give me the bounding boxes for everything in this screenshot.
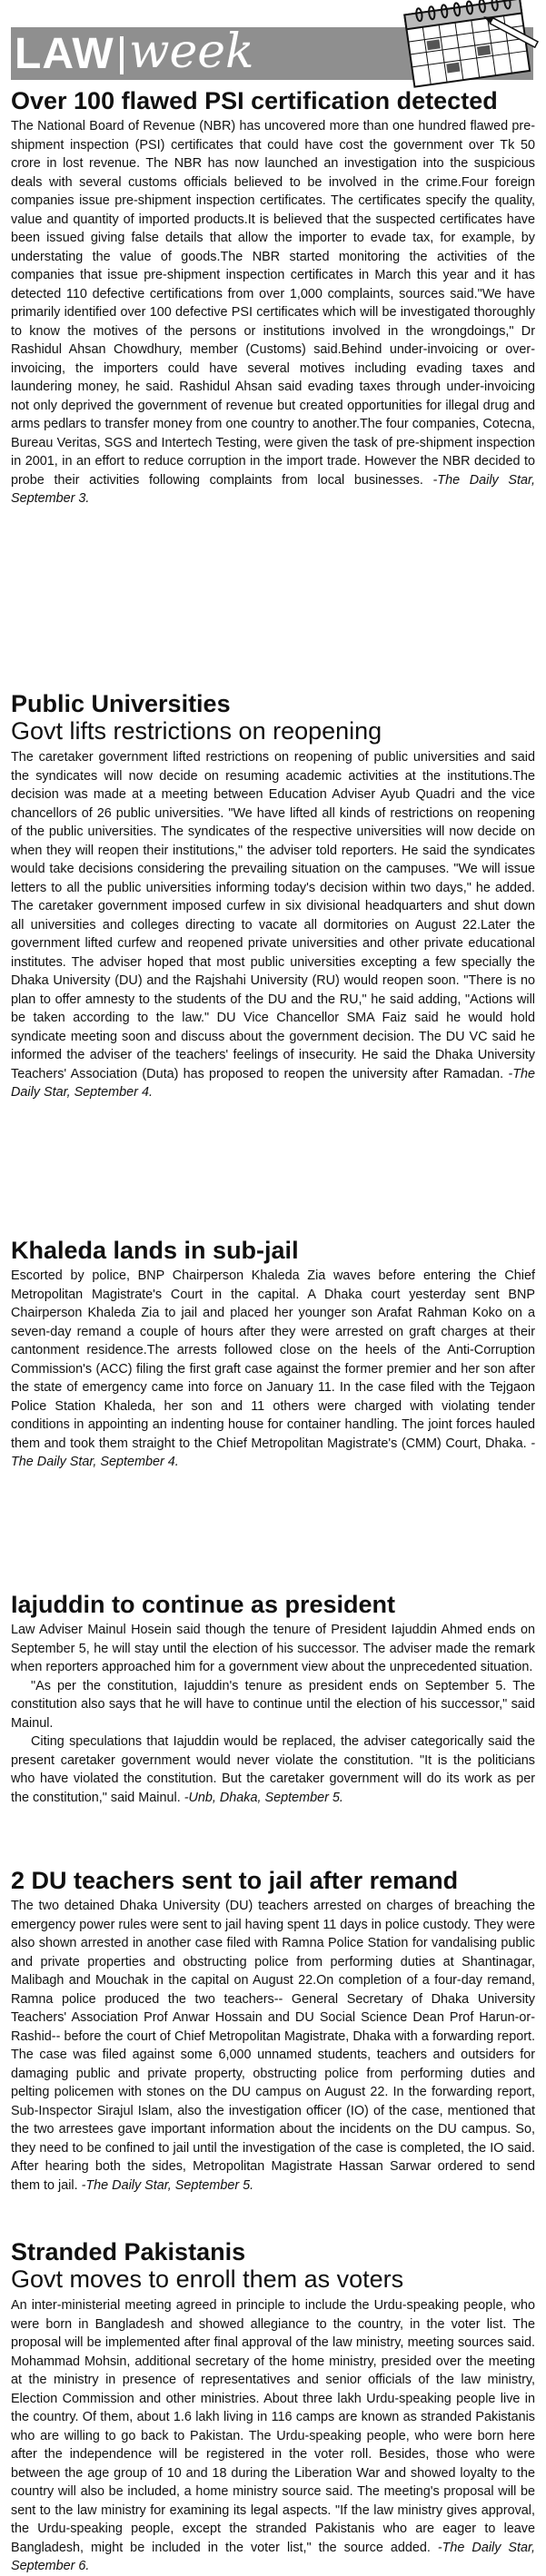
article-headline: Iajuddin to continue as president — [11, 1591, 396, 1618]
masthead-divider — [120, 36, 124, 74]
article-paragraph: Escorted by police, BNP Chairperson Khaleda Zia waves before entering the Chief Metropolitan Magistrate's Court in the capital. A Dhaka court yesterday sent BNP Chairperson Khaleda Zia to jail and placed her younger son Arafat Rahman Koko on a seven-day remand a couple of hours after they were arrested on graft charges at their cantonment residence.The arrests followed close on the heels of the Anti-Corruption Commission's (ACC) filing the first graft case against the former premier and her son after the state of emergency came into force on January 11. In the case filed with the Tejgaon Police Station Khaleda, her son and 11 others were charged with violating tender conditions in appointing an indenting house for container handling. The joint forces hauled them and took them straight to the Chief Metropolitan Magistrate's (CMM) Court, Dhaka. — [11, 1268, 535, 1451]
article-kicker: Stranded Pakistanis — [11, 2238, 246, 2265]
article-body — [11, 1267, 535, 1472]
article-psi-certification — [11, 87, 535, 508]
article-subhead: Govt moves to enroll them as voters — [11, 2265, 404, 2293]
section-suffix: week — [129, 25, 254, 79]
article-paragraph: Citing speculations that Iajuddin would be replaced, the adviser categorically said the present caretaker government would never violate the constitution. "It is the politicians who have violated the constitution. But the caretaker government will do its work as per the constitution," said Mainul. — [11, 1734, 535, 1805]
article-source: -The Daily Star, September 4. — [11, 1066, 535, 1100]
article-body — [11, 117, 535, 508]
article-source: -The Daily Star, September 4. — [11, 1436, 535, 1469]
article-headline: 2 DU teachers sent to jail after remand — [11, 1867, 459, 1894]
article-body — [11, 748, 535, 1102]
article-kicker: Public Universities — [11, 690, 231, 717]
article-body — [11, 1621, 535, 1807]
article-paragraph: The two detained Dhaka University (DU) teachers arrested on charges of breaching the emergency power rules were sent to jail having spent 11 days in police custody. They were also shown arrested in another case filed with Ramna Police Station for vandalising public and private properties and obstructing police from performing duties at Shantinagar, Malibagh and Mouchak in the capital on August 22.On completion of a four-day remand, Ramna police produced the two teachers-- General Secretary of Dhaka University Teachers' Association Prof Anwar Hossain and DU Social Science Dean Prof Harun-or-Rashid-- before the court of Chief Metropolitan Magistrate, Dhaka with a forwarding report. The case was filed against some 6,000 unnamed students, teachers and outsiders for damaging public and private property, obstructing police from performing duties and pelting policemen with stones on the DU campus on August 22. In the forwarding report, Sub-Inspector Sirajul Islam, also the investigation officer (IO) of the case, mentioned that the two arrestees gave important information about the incidents on the DU campus. So, they need to be confined to jail until the investigation of the case is completed, the IO said. After hearing both the sides, Metropolitan Magistrate Hassan Sarwar ordered to send them to jail. — [11, 1899, 535, 2193]
article-headline: Khaleda lands in sub-jail — [11, 1237, 299, 1264]
article-body — [11, 2296, 535, 2576]
article-subhead: Govt lifts restrictions on reopening — [11, 717, 382, 745]
article-body — [11, 1897, 535, 2195]
article-du-teachers-jail — [11, 1867, 535, 2195]
article-source: -The Daily Star, September 6. — [11, 2540, 535, 2573]
article-khaleda-sub-jail — [11, 1237, 535, 1472]
article-source: -The Daily Star, September 3. — [11, 472, 535, 506]
calendar-illustration — [380, 0, 539, 84]
article-public-universities — [11, 690, 535, 1102]
article-headline: Over 100 flawed PSI certification detected — [11, 87, 498, 114]
masthead — [0, 0, 546, 84]
article-paragraph: "As per the constitution, Iajuddin's tenure as president ends on September 5. The constitution also says that he will have to continue until the election of his successor," said Mainul. — [11, 1678, 535, 1731]
article-paragraph: An inter-ministerial meeting agreed in principle to include the Urdu-speaking people, who were born in Bangladesh and showed allegiance to the country, in the voter list. The proposal will be implemented after final approval of the law ministry, meeting sources said. Mohammad Mohsin, additional secretary of the home ministry, presided over the meeting at the ministry in presence of representatives and senior officials of the law ministry, Election Commission and other ministries. About three lakh Urdu-speaking people live in the country. Of them, about 1.6 lakh living in 116 camps are known as stranded Pakistanis who are willing to go back to Pakistan. The Urdu-speaking people, who were born here after the independence will be registered in the voter roll. Besides, those who were between the age group of 10 and 18 during the Liberation War and showed loyalty to the country will also be included, a home ministry source said. The meeting's proposal will be sent to the law ministry for examining its legal aspects. "If the law ministry gives approval, the Urdu-speaking people, except the stranded Pakistanis who are eager to leave Bangladesh, might be included in the voter list," the source added. — [11, 2298, 535, 2555]
article-stranded-pakistanis — [11, 2238, 535, 2576]
article-paragraph: The caretaker government lifted restrictions on reopening of public universities and said the syndicates will now decide on resuming academic activities at the institutions.The decision was made at a meeting between Education Adviser Ayub Quadri and the vice chancellors of 26 public universities. "We have lifted all kinds of restrictions on reopening of the public universities. The syndicates of the respective universities will now decide on when they will reopen their institutions," the adviser told reporters. He said the syndicates would take decisions considering the prevailing situation on the campuses. "We will issue letters to all the public universities informing today's decision within two days," he added. The caretaker government imposed curfew in six divisional headquarters and shut down all universities and colleges directing to vacate all dormitories on August 22.Later the government lifted curfew and reopened private universities and other private educational institutes. The adviser hoped that most public universities excepting a few specially the Dhaka University (DU) and the Rajshahi University (RU) would reopen soon. "There is no plan to offer amnesty to the students of the DU and the RU," he said adding, "Actions will be taken according to the law." DU Vice Chancellor SMA Faiz said he would hold syndicate meeting soon and discuss about the government decision. The DU VC said he informed the adviser of the teachers' feelings of insecurity. He said the Dhaka University Teachers' Association (Duta) has proposed to reopen the university after Ramadan. — [11, 750, 535, 1081]
article-paragraph: Law Adviser Mainul Hosein said though the tenure of President Iajuddin Ahmed ends on September 5, he will stay until the election of his successor. The adviser made the remark when reporters approached him for a government view about the unprecedented situation. — [11, 1623, 535, 1674]
article-source: -The Daily Star, September 5. — [81, 2177, 254, 2193]
article-iajuddin-president — [11, 1591, 535, 1807]
section-label: LAW — [15, 30, 114, 78]
article-paragraph: The National Board of Revenue (NBR) has uncovered more than one hundred flawed pre-shipment inspection (PSI) certificates that could have cost the government over Tk 50 crore in lost revenue. The NBR has now launched an investigation into the suspicious deals with several customs officials believed to be involved in the crime.Four foreign companies issue pre-shipment inspection certificates. The certificates specify the quality, value and quantity of imported products.It is believed that the suspected certificates have been issued giving false details that allow the importer to evade tax, for example, by understating the value of goods.The NBR started monitoring the activities of the companies that issue pre-shipment inspection certificates in March this year and it has detected 110 defective certifications from over 1,000 complaints, sources said."We have primarily identified over 100 defective PSI certificates which will be investigated thoroughly to know the motives of the persons or institutions involved in the wrongdoings," Dr Rashidul Ahsan Chowdhury, member (Customs) said.Behind under-invoicing or over-invoicing, the importers could have several motives including evading taxes and laundering money, he said. Rashidul Ahsan said evading taxes through under-invoicing not only deprived the government of revenue but created opportunities for illegal drug and arms pedlars to transfer money from one country to another.The four companies, Cotecna, Bureau Veritas, SGS and Intertech Testing, were given the task of pre-shipment inspection in 2001, in an effort to reduce corruption in the import trade. However the NBR decided to probe their activities following complaints from local businesses. — [11, 119, 535, 488]
article-source: -Unb, Dhaka, September 5. — [184, 1790, 343, 1805]
